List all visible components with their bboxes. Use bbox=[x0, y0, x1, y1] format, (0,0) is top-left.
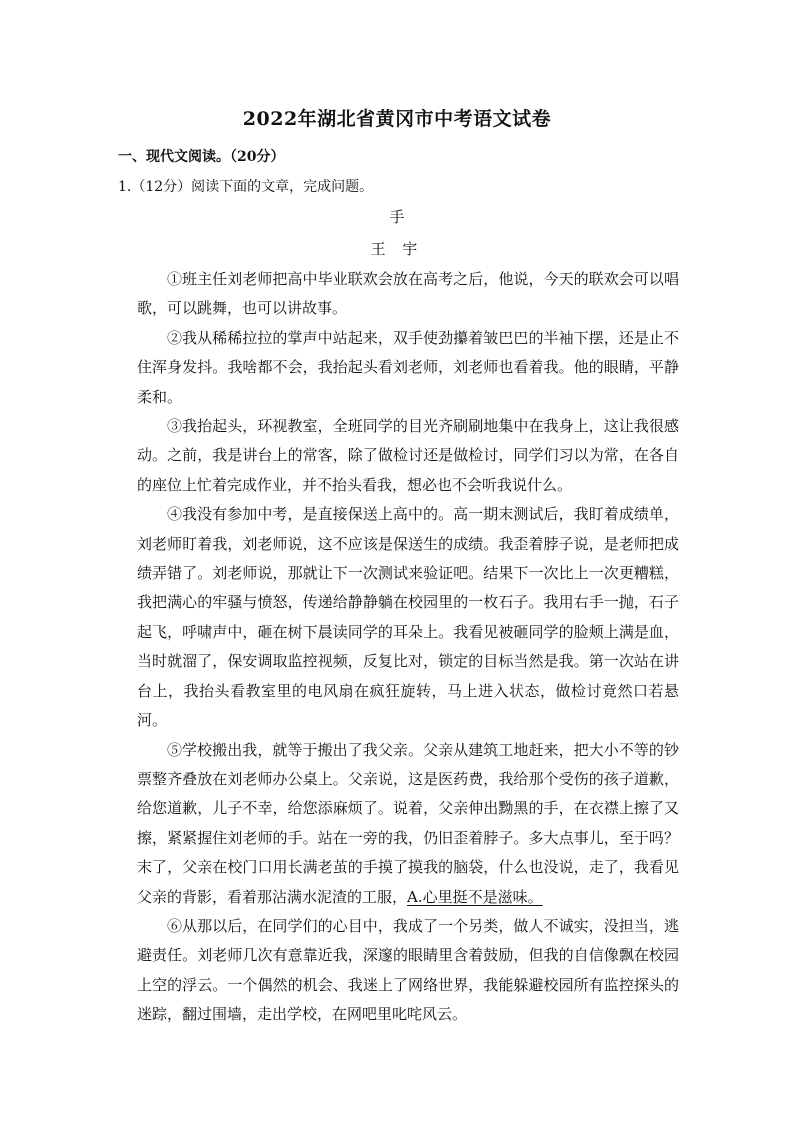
article-body bbox=[137, 265, 679, 1030]
article-title: 手 bbox=[389, 208, 405, 226]
paragraph-1: ①班主任刘老师把高中毕业联欢会放在高考之后，他说，今天的联欢会可以唱歌，可以跳舞，也可以讲故事。 bbox=[137, 270, 679, 318]
paragraph-4: ④我没有参加中考，是直接保送上高中的。高一期末测试后，我盯着成绩单，刘老师盯着我，刘老师说，这不应该是保送生的成绩。我歪着脖子说，是老师把成绩弄错了。刘老师说，那就让下一次测试来验证吧。结果下一次比上一次更糟糕，我把满心的牢骚与愤怒，传递给静静躺在校园里的一枚石子。我用右手一抛，石子起飞，呼啸声中，砸在树下晨读同学的耳朵上。我看见被砸同学的脸颊上满是血，当时就溜了，保安调取监控视频，反复比对，锁定的目标当然是我。第一次站在讲台上，我抬头看教室里的电风扇在疯狂旋转，马上进入状态，做检讨竟然口若悬河。 bbox=[137, 505, 679, 730]
article-author: 王 宇 bbox=[370, 240, 424, 258]
section-heading: 一、现代文阅读。（20分） bbox=[118, 149, 285, 165]
underlined-sentence-a: A.心里挺不是滋味。 bbox=[407, 887, 543, 906]
exam-title: 2022年湖北省黄冈市中考语文试卷 bbox=[242, 108, 552, 130]
paragraph-5-text: ⑤学校搬出我，就等于搬出了我父亲。父亲从建筑工地赶来，把大小不等的钞票整齐叠放在刘老师办公桌上。父亲说，这是医药费，我给那个受伤的孩子道歉，给您道歉，儿子不幸，给您添麻烦了。说着，父亲伸出黝黑的手，在衣襟上擦了又擦，紧紧握住刘老师的手。站在一旁的我，仍旧歪着脖子。多大点事儿，至于吗？末了，父亲在校门口用长满老茧的手摸了摸我的脑袋，什么也没说，走了，我看见父亲的背影，看着那沾满水泥渣的工服， bbox=[137, 740, 679, 906]
paragraph-6: ⑥从那以后，在同学们的心目中，我成了一个另类，做人不诚实，没担当，逃避责任。刘老师几次有意靠近我，深邃的眼睛里含着鼓励，但我的自信像飘在校园上空的浮云。一个偶然的机会、我迷上了网络世界，我能躲避校园所有监控探头的迷踪，翻过围墙，走出学校，在网吧里叱咤风云。 bbox=[137, 916, 679, 1024]
paragraph-3: ③我抬起头，环视教室，全班同学的目光齐刷刷地集中在我身上，这让我很感动。之前，我是讲台上的常客，除了做检讨还是做检讨，同学们习以为常，在各自的座位上忙着完成作业，并不抬头看我，想必也不会听我说什么。 bbox=[137, 417, 679, 494]
paragraph-2: ②我从稀稀拉拉的掌声中站起来，双手使劲攥着皱巴巴的半袖下摆，还是止不住浑身发抖。我啥都不会，我抬起头看刘老师，刘老师也看着我。他的眼睛，平静柔和。 bbox=[137, 328, 679, 406]
question-intro: 1.（12分）阅读下面的文章，完成问题。 bbox=[118, 179, 374, 195]
paragraph-5 bbox=[137, 736, 679, 912]
